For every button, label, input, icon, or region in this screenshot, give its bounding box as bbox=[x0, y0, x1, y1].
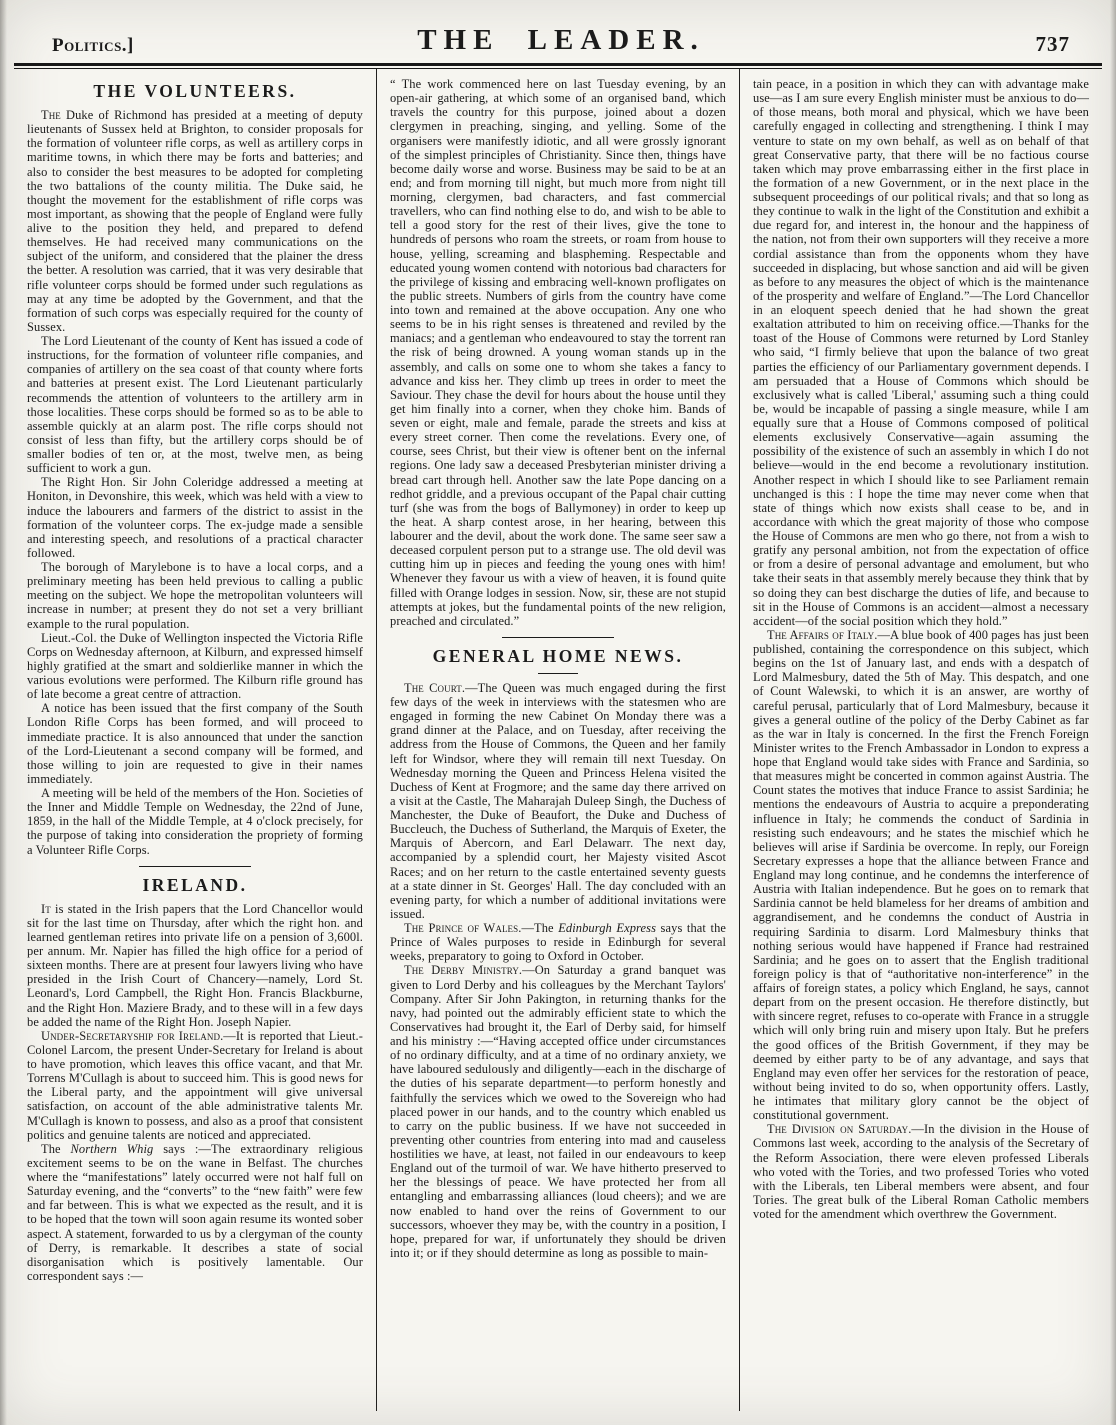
paragraph-text: The Lord Lieutenant of the county of Kent has issued a code of instructions, for the formation of volunteer rifle companies, and companies of artillery on the sea coast of that county where forts and batteries at present exist. The Lord Lieutenant particularly recommends the attention of volunteers to the artillery arm in those localities. These corps should be formed so as to be able to assemble quickly at an alarm post. The rifle corps should not consist of less than fifty, but the artillery corps should be of smaller bodies of ten or, at the most, twelve men, as being sufficient to work a gun. bbox=[27, 334, 363, 476]
paragraph-lead: Under-Secretaryship for Ireland. bbox=[41, 1028, 224, 1043]
column-2 bbox=[376, 69, 739, 1411]
paragraph-text: says that the Prince of Wales purposes to reside in Edinburgh for several weeks, preparatory to going to Oxford in October. bbox=[390, 921, 727, 964]
paragraph-text: —On Saturday a grand banquet was given to Lord Derby and his colleagues by the Merchant Taylors' Company. After Sir John Pakington, in returning thanks for the navy, had pointed out the admirably efficient state to which the Conservatives had brought it, the Earl of Derby said, for himself and his ministry :—“Having accepted office under circumstances of no ordinary difficulty, and at a time of no ordinary anxiety, we have laboured sedulously and diligently—each in the discharge of the duties of his separate department—to perform honestly and faithfully the services which we owed to the Sovereign who had placed power in our hands, and to the country which enabled us to carry on the public business. If we have not succeeded in preventing other countries from entering into mad and causeless hostilities we have, at least, not failed in our endeavours to keep England out of the turmoil of war. We have hitherto preserved to her the blessings of peace. We have protected her from all entangling and embarrassing alliances (loud cheers); and we are now enabled to hand over the reins of Government to our successors, whoever they may be, with the country in a position, I hope, prepared for war, if unfortunately they should be driven into it; or if they should determine as long as possible to main- bbox=[390, 963, 726, 1260]
heading-underline bbox=[538, 673, 578, 674]
column-3 bbox=[739, 69, 1102, 1411]
paragraph-text: tain peace, in a position in which they can with advantage make use—as I am sure every English minister must be anxious to do—of those means, both moral and physical, which we have been carefully engaged in collecting and strengthening. I think I may venture to state on my own behalf, as well as on behalf of that great Conservative party, that there will be no factious course taken which may prove embarrassing either in the first place in the formation of a new Government, or in the next place in the subsequent proceedings of our political rivals; and that so long as they continue to walk in the light of the Constitution and exhibit a due regard for, and interest in, the honour and the happiness of the nation, not from their own supporters will they receive a more cordial assistance than from the opponents whom they have succeeded in displacing, but whose sanction and aid will be given as before to any measures the object of which is the maintenance of the prosperity and welfare of England.”—The Lord Chancellor in an eloquent speech denied that he had shown the great exaltation attributed to him on receiving office.—Thanks for the toast of the House of Commons were returned by Lord Stanley who said, “I firmly believe that upon the balance of two great parties the efficiency of our Parliamentary government depends. I am persuaded that a House of Commons which should be exclusively what is called 'Liberal,' assuming such a thing could be, would be incapable of passing a single measure, while I am equally sure that a House of Commons composed of political elements exclusively Conservative—again assuming the possibility of the existence of such an assembly in which I do not believe—would in the end become a revolutionary institution. Another respect in which I should like to see Parliament remain unchanged is this : I hope the time may never come when that state of things which now exists shall cease to be, and in accordance with which the great majority of those who compose the House of Commons are men who go there, not from a wish to gratify any personal ambition, not from the expectation of office or from a desire of personal advantage and emolument, but who take their seats in that assembly merely because they think that by so doing they can best discharge the duties of life, and because to sit in the House of Commons is an accident—almost a necessary accident—of the social position which they hold.” bbox=[753, 77, 1089, 628]
news-paragraph bbox=[27, 902, 363, 1029]
column-layout bbox=[14, 69, 1102, 1411]
paragraph-text: The bbox=[41, 1141, 71, 1156]
scan-edge-artifact bbox=[1110, 0, 1116, 1425]
paragraph-text: A notice has been issued that the first company of the South London Rifle Corps has been formed, and will proceed to immediate practice. It is also announced that under the sanction of the Lord-Lieutenant a second company will be formed, and those willing to join are requested to give in their names immediately. bbox=[27, 701, 363, 786]
paragraph-text: is stated in the Irish papers that the Lord Chancellor would sit for the last time on Thursday, after which the right hon. and learned gentleman retires into private life on a pension of 3,600l. per annum. Mr. Napier has filled the high office for a period of sixteen months. There are at present four lawyers living who have presided in the Irish Court of Chancery—namely, Lord St. Leonard's, Lord Campbell, the Right Hon. Francis Blackburne, and the Right Hon. Maziere Brady, and to these will in a few days be added the name of the Right Hon. Joseph Napier. bbox=[27, 901, 363, 1029]
paragraph-lead: The Division on Saturday. bbox=[767, 1122, 912, 1137]
paragraph-text: says :—The extraordinary religious excitement seems to be on the wane in Belfast. The churches where the “manifestations” lately occurred were not half full on Saturday evening, and the “converts” to the “new faith” were few and far between. This is what we expected as the result, and it is to be hoped that the town will soon again resume its wonted sober aspect. A statement, forwarded to us by a clergyman of the county of Derry, is remarkable. It describes a state of social disorganisation which is positively lamentable. Our correspondent says :— bbox=[27, 1141, 363, 1283]
paragraph-lead: The Court. bbox=[404, 680, 466, 695]
news-paragraph bbox=[753, 77, 1089, 628]
paragraph-text: The borough of Marylebone is to have a local corps, and a preliminary meeting has been held previous to calling a public meeting on the subject. We hope the metropolitan volunteers will increase in number; at present they do not set a very brilliant example to the rural population. bbox=[27, 560, 363, 631]
paragraph-text: Lieut.-Col. the Duke of Wellington inspected the Victoria Rifle Corps on Wednesday afternoon, at Kilburn, and expressed himself highly gratified at the smart and soldierlike manner in which the various evolutions were performed. The Kilburn rifle ground has of late become a great centre of attraction. bbox=[27, 630, 363, 702]
news-paragraph bbox=[27, 631, 363, 702]
paragraph-text: —The bbox=[521, 921, 559, 935]
news-paragraph bbox=[27, 560, 363, 631]
news-paragraph bbox=[27, 786, 363, 857]
scan-edge-artifact bbox=[0, 0, 7, 1425]
paragraph-text: A meeting will be held of the members of the Hon. Societies of the Inner and Middle Temple on Wednesday, the 22nd of June, 1859, in the hall of the Middle Temple, at 4 o'clock precisely, for the purpose of taking into consideration the propriety of forming a Volunteer Rifle Corps. bbox=[27, 786, 363, 857]
paragraph-lead: The Prince of Wales. bbox=[404, 921, 522, 935]
news-paragraph bbox=[27, 108, 363, 334]
correspondent-quote-paragraph bbox=[390, 77, 726, 628]
paragraph-lead: The Derby Ministry. bbox=[404, 963, 523, 978]
paragraph-lead: It bbox=[41, 901, 51, 916]
article-heading-ireland: IRELAND. bbox=[142, 874, 248, 895]
paragraph-lead: The Affairs of Italy. bbox=[767, 627, 878, 642]
paragraph-lead: The bbox=[41, 108, 61, 122]
news-paragraph bbox=[390, 681, 726, 921]
paragraph-italic: Edinburgh Express bbox=[558, 921, 657, 935]
page-header bbox=[0, 0, 1116, 60]
paragraph-text: The Right Hon. Sir John Coleridge addressed a meeting at Honiton, in Devonshire, this week, which was held with a view to induce the labourers and farmers of the district to assist in the formation of the volunteer corps. The ex-judge made a sensible and interesting speech, and resolutions of a practical character followed. bbox=[27, 475, 363, 560]
column-1 bbox=[14, 69, 376, 1411]
page-number: 737 bbox=[1035, 32, 1070, 56]
news-paragraph bbox=[27, 701, 363, 786]
news-paragraph bbox=[753, 1122, 1089, 1221]
news-paragraph bbox=[27, 475, 363, 560]
news-paragraph bbox=[390, 921, 726, 963]
paragraph-text: —A blue book of 400 pages has just been published, containing the correspondence on this subject, which begins on the 1st of January last, and ends with a despatch of Lord Malmesbury, dated the 5th of May. This despatch, and one of Count Walewski, to which it is an answer, are worthy of careful perusal, particularly that of Lord Malmesbury, because it gives a general outline of the policy of the Derby Cabinet as far as the war in Italy is concerned. In the first the French Foreign Minister writes to the French Ambassador in London to express a hope that England would take sides with France and Sardinia, so that measures might be concerted in common against Austria. The Count states the motives that induce France to assist Sardinia; he mentions the endeavours of Austria to acquire a preponderating influence in Italy; he commends the conduct of Sardinia in resisting such endeavours; and he states the mischief which he believes will arise if Sardinia be overcome. In reply, our Foreign Secretary expresses a hope that the alliance between France and England may long continue, and he condemns the interference of Austria with Italian independence. But he goes on to remark that Sardinia cannot be held blameless for her dreams of ambition and aggrandisement, and he condemns the conduct of Austria in requiring Sardinia to disarm. Lord Malmesbury thinks that nothing serious would have happened if France had restrained Sardinia; and he goes on to assert that the English traditional foreign policy is that of “authoritative non-interference” in the affairs of foreign states, a policy which England, he says, cannot depart from on the present occasion. He therefore distinctly, but with sincere regret, refuses to co-operate with France in a struggle which will only bring ruin and misery upon Italy. But he prefers the good offices of the British Government, if they may be deemed by either party to be of any advantage, and says that England may even offer her services for the restoration of peace, without being invited to do so, when opportunity offers. Lastly, he intimates that military glory cannot be the object of constitutional government. bbox=[753, 627, 1089, 1123]
section-divider bbox=[502, 637, 614, 638]
article-heading-volunteers: THE VOLUNTEERS. bbox=[93, 81, 297, 101]
paragraph-text: —In the division in the House of Commons last week, according to the analysis of the Secretary of the Reform Association, there were eleven professed Liberals who voted with the Tories, and two professed Tories who voted with the Liberals, ten Liberal members were absent, and four Tories. The great bulk of the Liberal Roman Catholic members voted for the amendment which overthrew the Government. bbox=[753, 1122, 1089, 1221]
paragraph-text: —The Queen was much engaged during the first few days of the week in interviews with the statesmen who are engaged in forming the new Cabinet On Monday there was a grand dinner at the Palace, and on Tuesday, after receiving the address from the House of Commons, the Queen and her family left for Windsor, where they will remain till next Tuesday. On Wednesday morning the Queen and Princess Helena visited the Duchess of Kent at Frogmore; and the same day there arrived on a visit at the Castle, The Maharajah Duleep Singh, the Duchess of Manchester, the Duke of Beaufort, the Duke and Duchess of Buccleuch, the Duchess of Sutherland, the Marquis of Exeter, the Marquis of Abercorn, and Earl Delawarr. The next day, accompanied by a splendid court, her Majesty visited Ascot Races; and on her return to the castle entertained seventy guests at a state dinner in St. Georges' Hall. The day concluded with an evening party, for which a number of additional invitations were issued. bbox=[390, 680, 726, 921]
news-paragraph bbox=[27, 1029, 363, 1142]
paragraph-text: “ The work commenced here on last Tuesday evening, by an open-air gathering, at which some of an organised band, which travels the country for this purpose, joined about a dozen clergymen in preaching, singing, and yelling. Some of the organisers were manifestly idiotic, and all were grossly ignorant of the simplest principles of Christianity. Since then, things have become daily worse and worse. Business may be said to be at an end; and from morning till night, but much more from night till morning, clergymen, bad characters, and fast commercial travellers, who can find nothing else to do, and wish to be able to tell a good story for the rest of their lives, give the tone to hundreds of persons who roam the streets, or roam from house to house, yelling, screaming and blaspheming. Respectable and educated young women contend with notorious bad characters for the privilege of kissing and embracing well-known profligates on the public streets. Numbers of girls from the country have come into town and remained at the above occupation. Any one who seems to be in his right senses is threatened and reviled by the maniacs; and a gentleman who endeavoured to stay the torrent ran the risk of being drowned. A young woman stands up in the assembly, and calls on some one to whom she takes a fancy to advance and kiss her. They climb up trees in order to meet the Saviour. They chase the devil for hours about the house until they get him finally into a corner, when they choke him. Bands of seven or eight, male and female, parade the streets and kiss at every street corner. Then come the revelations. Every one, of course, sees Christ, but their view is oftener bent on the infernal regions. One lady saw a deceased Presbyterian minister driving a bread cart through hell. Another saw the late Pope dancing on a redhot griddle, and a previous occupant of the Papal chair cutting turf (she was from the bogs of Ballymoney) in order to keep up the heat. A sharp contest arose, in her hearing, between this labourer and the devil, about the work done. The same seer saw a deceased corpulent person put to a strange use. The old devil was cutting him up in pieces and feeding the young ones with him! Whenever they favour us with a view of heaven, it is found quite filled with Orange lodges in session. Now, sir, these are not stupid attempts at jokes, but the fundamental points of the new religion, preached and circulated.” bbox=[390, 77, 726, 628]
section-label: Politics.] bbox=[52, 35, 134, 56]
paragraph-text: Duke of Richmond has presided at a meeting of deputy lieutenants of Sussex held at Brighton, to consider proposals for the formation of volunteer rifle corps, as well as artillery corps in maritime towns, in which there may be forts and batteries; and also to consider the best measures to be adopted for completing the two battalions of the county militia. The Duke said, he thought the movement for the establishment of rifle corps was most important, as showing that the people of England were fully alive to the position they held, and prepared to defend themselves. He had received many communications on the subject of the uniform, and considered that the plainer the dress the better. A resolution was carried, that it was very desirable that rifle volunteer corps should be formed under such regulations as may at any time be adopted by the Government, and that the formation of such corps was especially required for the county of Sussex. bbox=[27, 108, 363, 334]
paragraph-italic: Northern Whig bbox=[70, 1141, 154, 1156]
masthead-title: THE LEADER. bbox=[417, 24, 705, 56]
section-divider bbox=[139, 866, 251, 867]
news-paragraph bbox=[390, 963, 726, 1260]
news-paragraph bbox=[27, 1142, 363, 1283]
article-heading-general-home-news: GENERAL HOME NEWS. bbox=[432, 645, 684, 666]
news-paragraph bbox=[753, 628, 1089, 1122]
news-paragraph bbox=[27, 334, 363, 475]
paragraph-text: —It is reported that Lieut.-Colonel Larcom, the present Under-Secretary for Ireland is about to have promotion, which leaves this office vacant, and that Mr. Torrens M'Cullagh is about to succeed him. This is good news for the Liberal party, and the appointment will give universal satisfaction, on account of the able administrative talents Mr. M'Cullagh is known to possess, and also as a proof that consistent politics and genuine talents are noticed and appreciated. bbox=[27, 1028, 363, 1142]
